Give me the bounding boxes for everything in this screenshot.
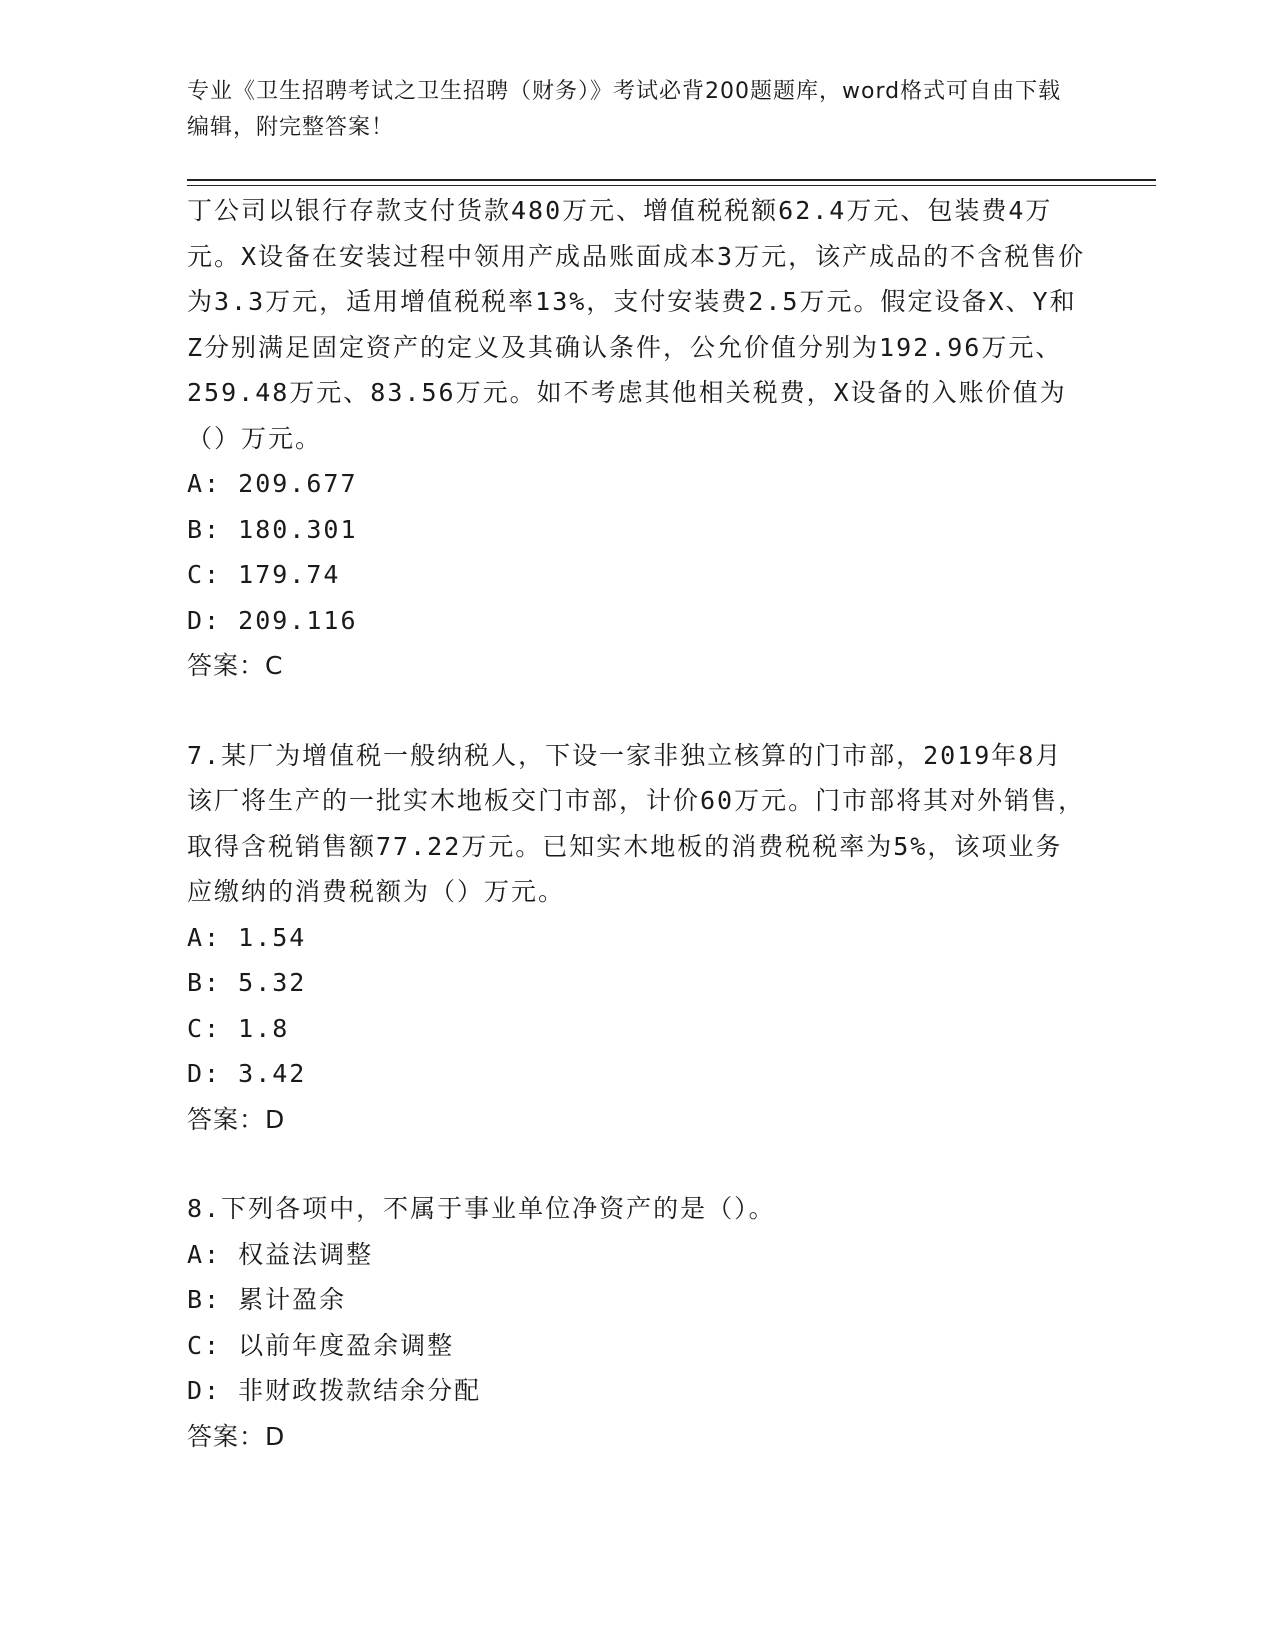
question-spacer: [187, 1142, 1087, 1186]
option-d: D: 209.116: [187, 605, 358, 635]
header-rule-thick: [187, 179, 1156, 181]
answer-line: 答案：D: [187, 1421, 286, 1451]
option-a: A: 1.54: [187, 922, 307, 952]
option-a: A: 权益法调整: [187, 1239, 374, 1269]
option-d: D: 3.42: [187, 1059, 307, 1088]
option-c: C: 以前年度盈余调整: [187, 1330, 455, 1360]
option-b: B: 累计盈余: [187, 1285, 347, 1314]
option-b: B: 5.32: [187, 968, 307, 997]
document-header: 专业《卫生招聘考试之卫生招聘（财务）》考试必背200题题库，word格式可自由下载编辑，附完整答案！: [187, 79, 1062, 140]
answer-line: 答案：C: [187, 651, 284, 680]
question-block: [187, 1186, 1087, 1459]
option-b: B: 180.301: [187, 514, 358, 544]
header-rule-thin: [187, 185, 1156, 186]
question-list: [187, 188, 1087, 1459]
question-text: 8.下列各项中，不属于事业单位净资产的是（）。: [187, 1194, 776, 1223]
option-c: C: 1.8: [187, 1013, 290, 1043]
question-text: 丁公司以银行存款支付货款480万元、增值税税额62.4万元、包装费4万元。X设备在安装过程中领用产成品账面成本3万元，该产成品的不含税售价为3.3万元，适用增值税税率13%，支付安装费2.5万元。假定设备X、Y和Z分别满足固定资产的定义及其确认条件，公允价值分别为192.96万元、259.48万元、83.56万元。如不考虑其他相关税费，X设备的入账价值为（）万元。: [187, 196, 1086, 453]
option-a: A: 209.677: [187, 469, 358, 498]
option-c: C: 179.74: [187, 560, 341, 589]
question-spacer: [187, 689, 1087, 733]
question-block: [187, 733, 1087, 1143]
option-d: D: 非财政拨款结余分配: [187, 1376, 482, 1405]
question-block: [187, 188, 1087, 689]
question-text: 7.某厂为增值税一般纳税人，下设一家非独立核算的门市部，2019年8月该厂将生产的一批实木地板交门市部，计价60万元。门市部将其对外销售，取得含税销售额77.22万元。已知实木地板的消费税税率为5%，该项业务应缴纳的消费税额为（）万元。: [187, 740, 1086, 906]
answer-line: 答案：D: [187, 1104, 286, 1134]
